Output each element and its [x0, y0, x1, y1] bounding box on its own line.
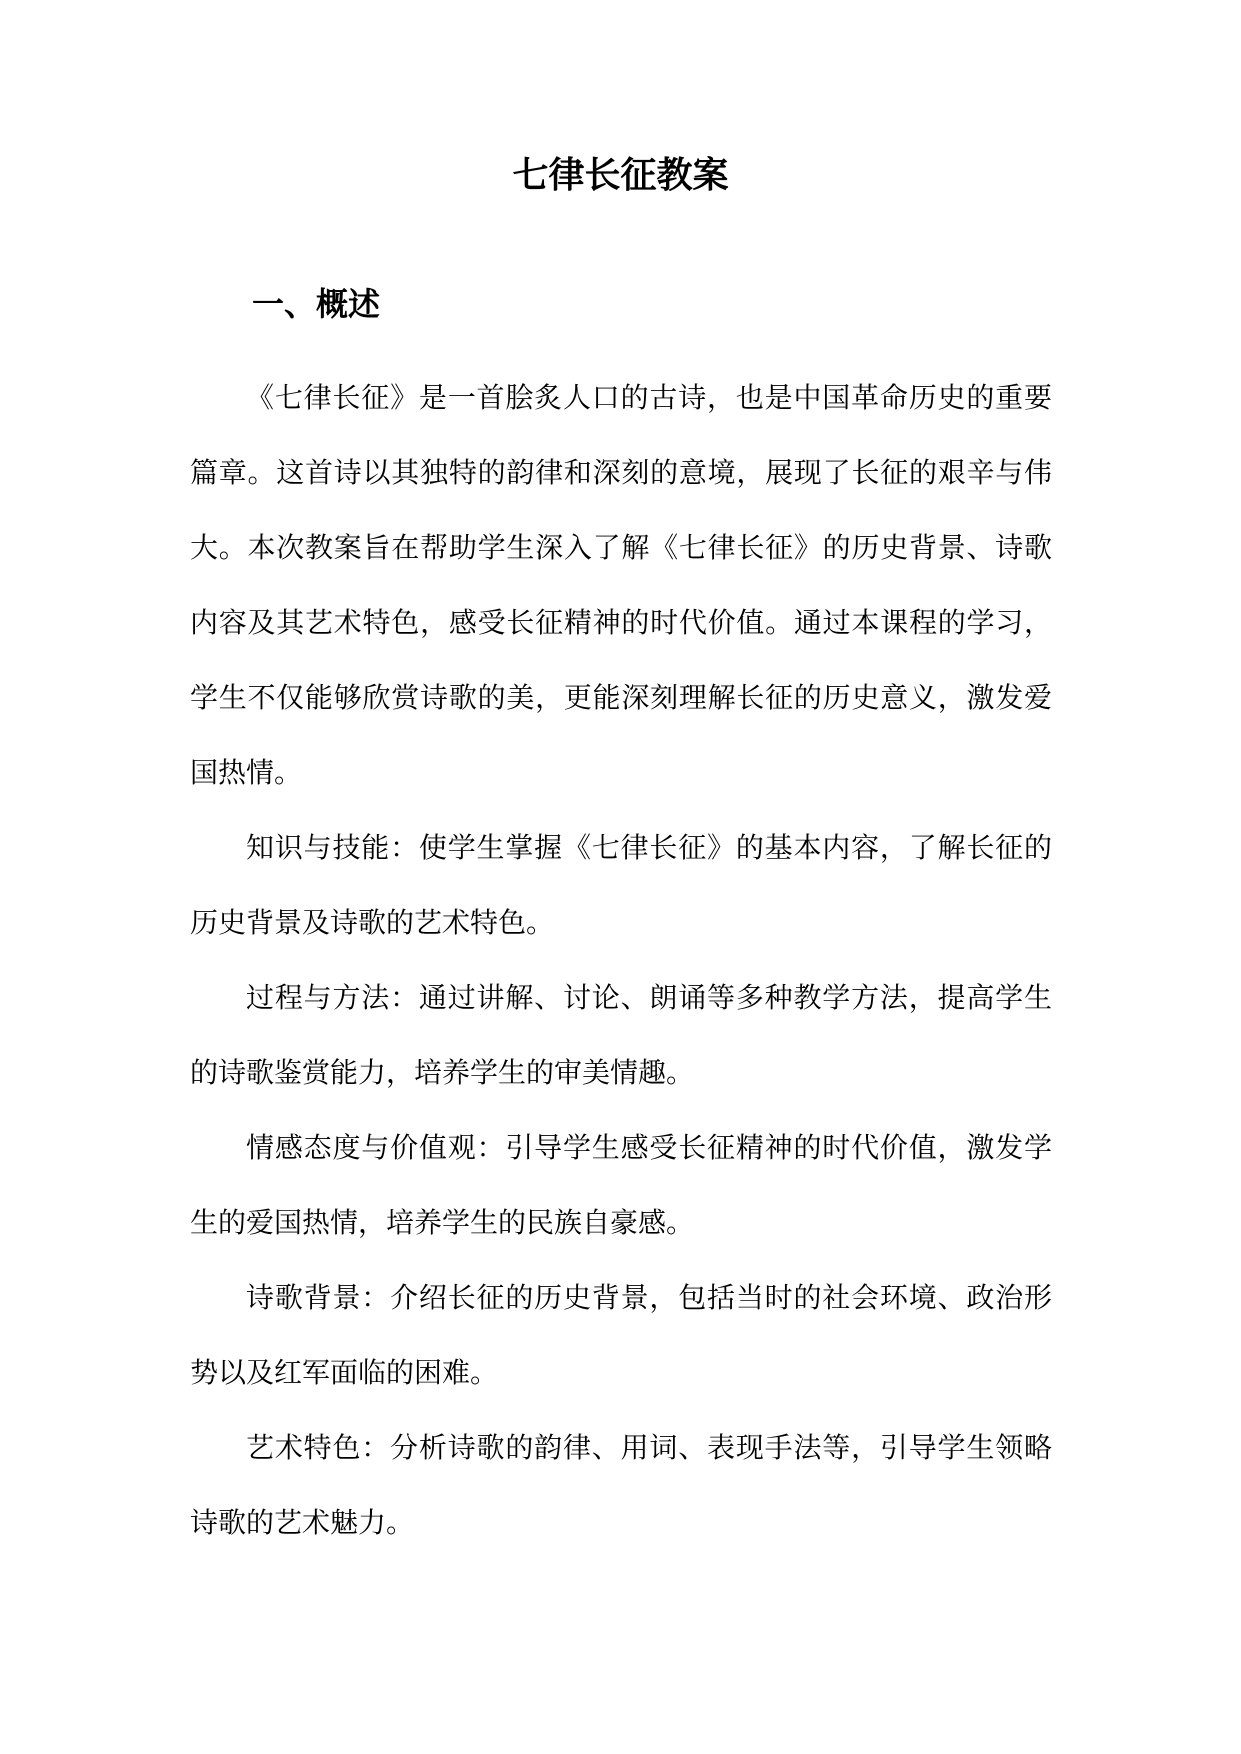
- section-body-overview: [190, 360, 1052, 1560]
- section-heading-overview: 一、概述: [252, 285, 381, 323]
- paragraph-introduction: 《七律长征》是一首脍炙人口的古诗，也是中国革命历史的重要篇章。这首诗以其独特的韵律和深刻的意境，展现了长征的艰辛与伟大。本次教案旨在帮助学生深入了解《七律长征》的历史背景、诗歌内容及其艺术特色，感受长征精神的时代价值。通过本课程的学习，学生不仅能够欣赏诗歌的美，更能深刻理解长征的历史意义，激发爱国热情。: [190, 381, 1052, 789]
- paragraph-knowledge-skills: 知识与技能：使学生掌握《七律长征》的基本内容，了解长征的历史背景及诗歌的艺术特色。: [190, 831, 1052, 939]
- paragraph-emotion-values: 情感态度与价值观：引导学生感受长征精神的时代价值，激发学生的爱国热情，培养学生的民族自豪感。: [190, 1131, 1052, 1239]
- document-title: 七律长征教案: [512, 155, 729, 196]
- paragraph-artistic-features: 艺术特色：分析诗歌的韵律、用词、表现手法等，引导学生领略诗歌的艺术魅力。: [190, 1431, 1052, 1539]
- paragraph-poem-background: 诗歌背景：介绍长征的历史背景，包括当时的社会环境、政治形势以及红军面临的困难。: [190, 1281, 1052, 1389]
- paragraph-process-methods: 过程与方法：通过讲解、讨论、朗诵等多种教学方法，提高学生的诗歌鉴赏能力，培养学生的审美情趣。: [190, 981, 1052, 1089]
